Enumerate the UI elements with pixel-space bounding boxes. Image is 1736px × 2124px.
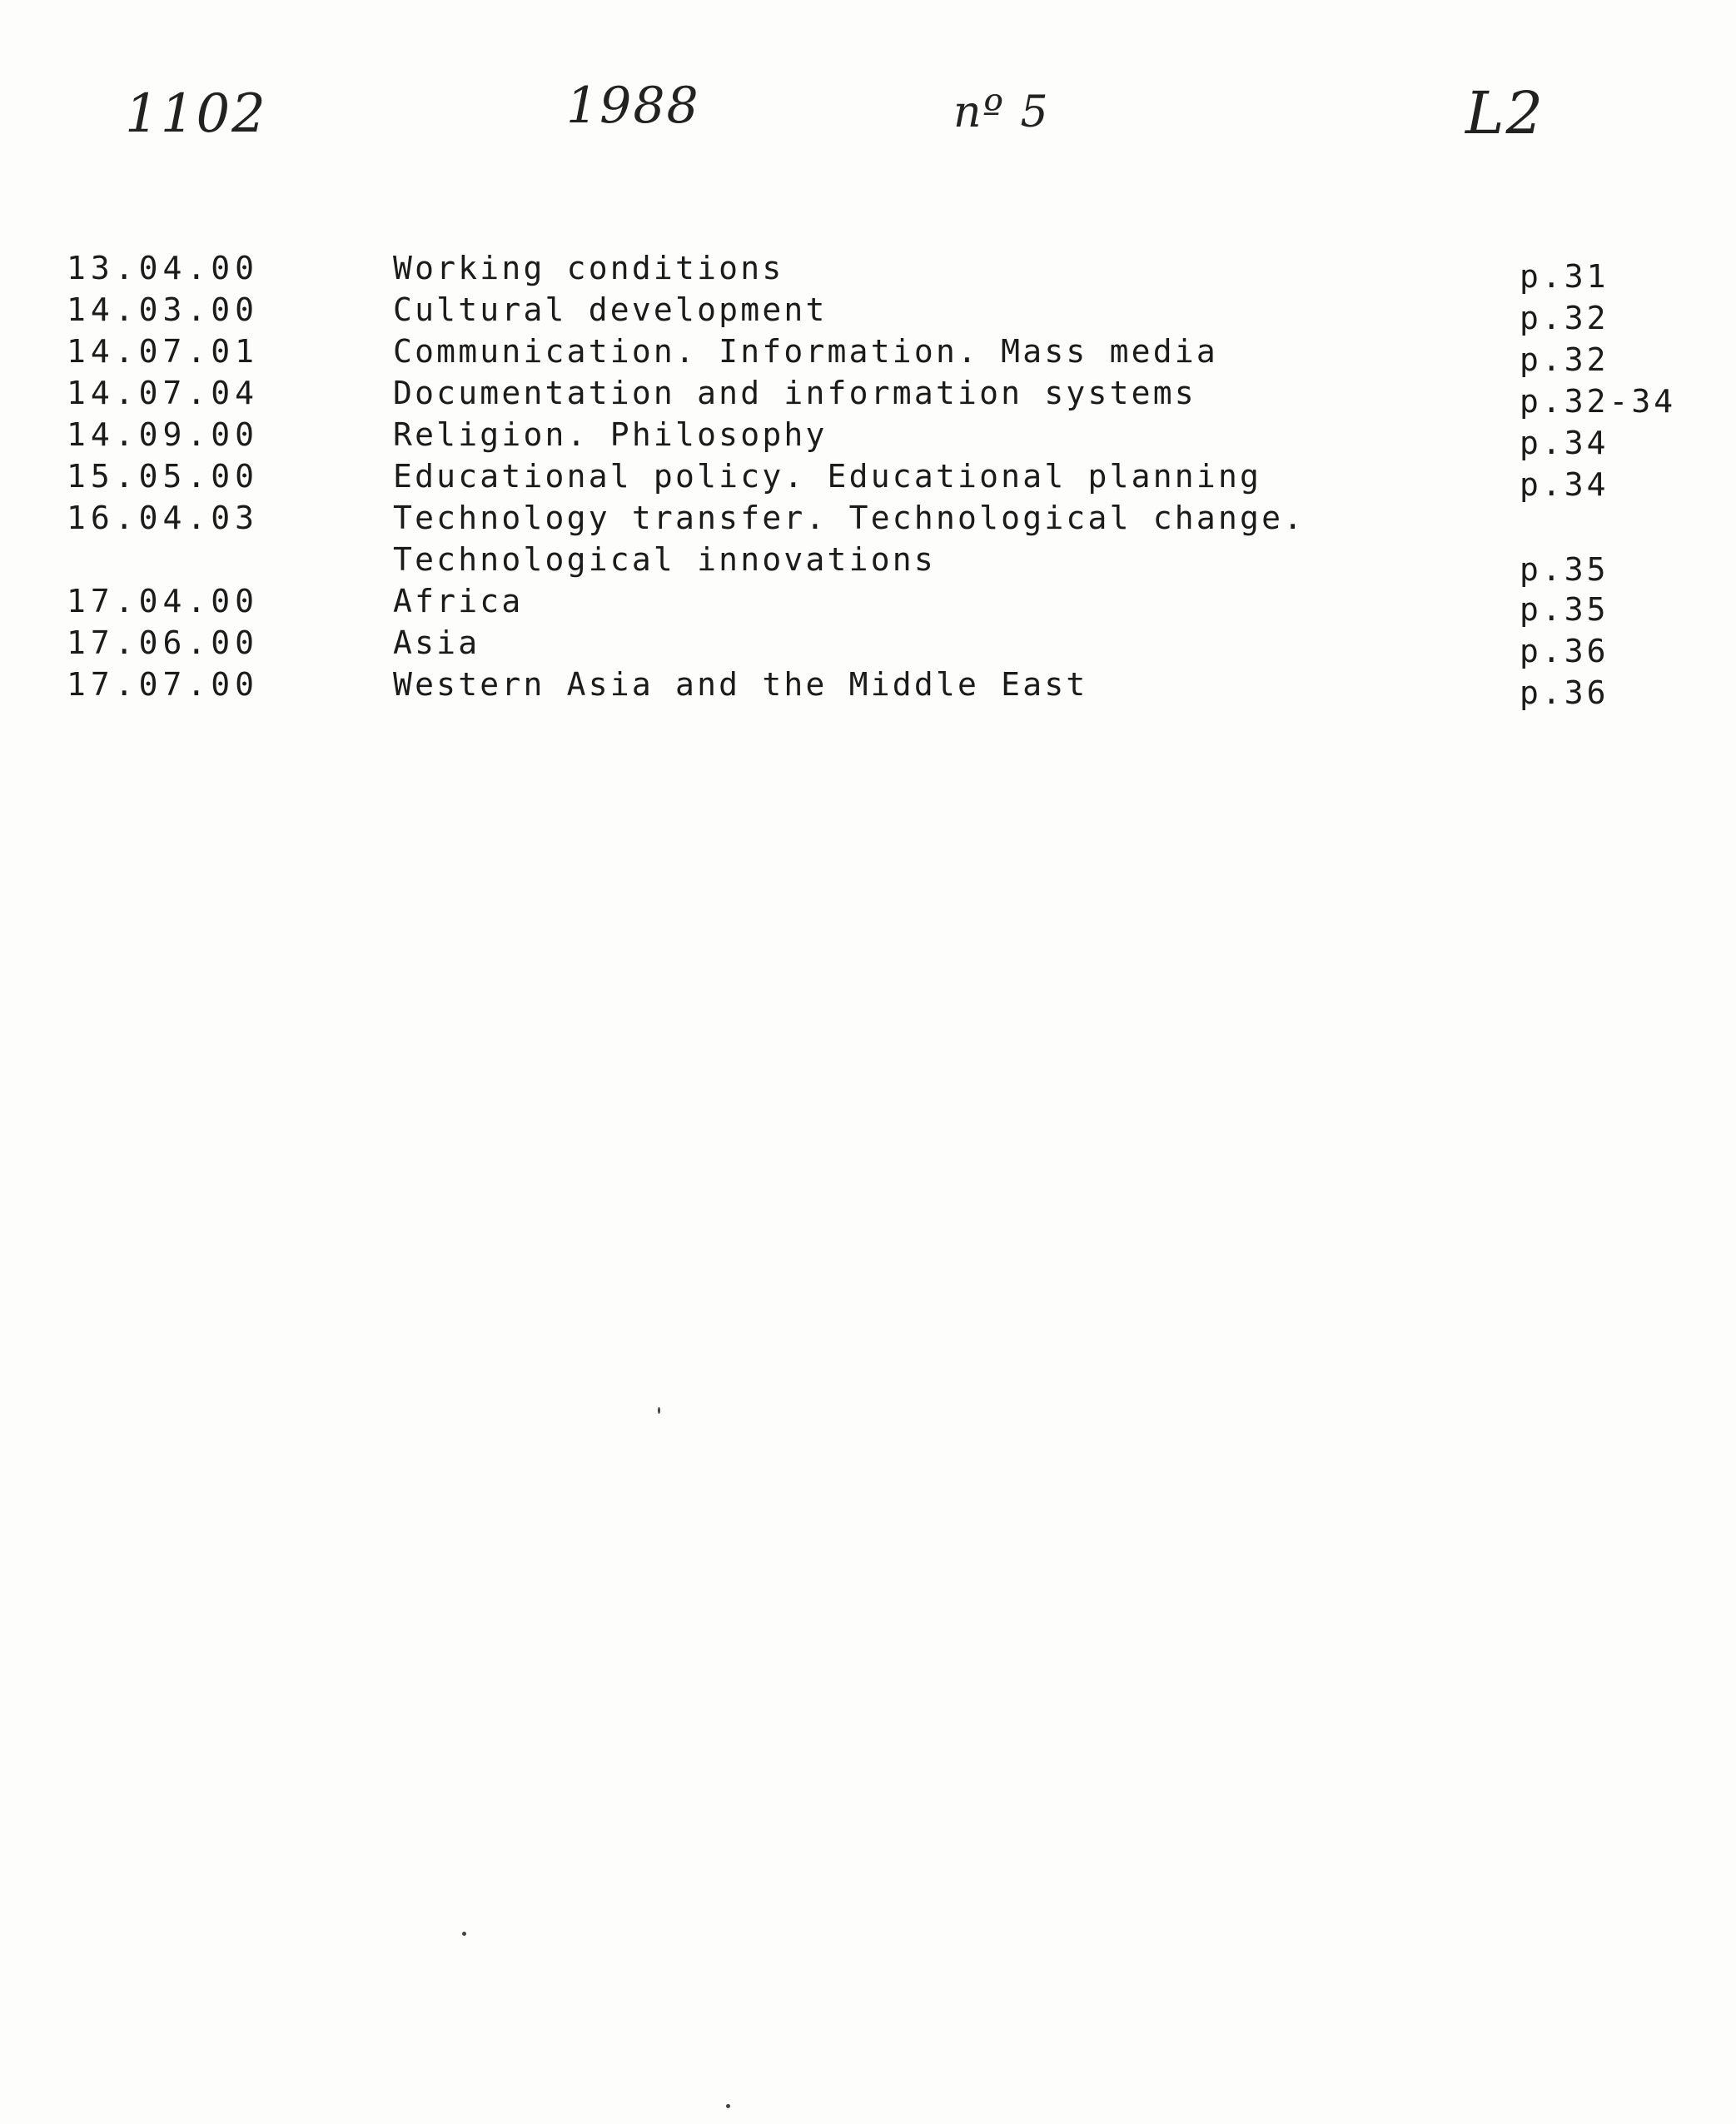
index-entry <box>0 666 1736 711</box>
entry-code: 17.07.00 <box>67 666 260 703</box>
entry-code: 15.05.00 <box>67 458 260 495</box>
entry-title: Religion. Philosophy <box>393 416 828 453</box>
entry-code: 17.06.00 <box>67 624 260 661</box>
index-entry <box>0 375 1736 420</box>
scan-speck <box>462 1932 466 1936</box>
entry-page: p.35 <box>1520 551 1609 588</box>
entry-code: 16.04.03 <box>67 500 260 536</box>
entry-code: 14.09.00 <box>67 416 260 453</box>
handwritten-issue: nº 5 <box>953 87 1050 137</box>
handwritten-code: L2 <box>1465 79 1545 147</box>
entry-title: Documentation and information systems <box>393 375 1196 411</box>
entry-title: Western Asia and the Middle East <box>393 666 1088 703</box>
entry-page: p.34 <box>1520 425 1609 461</box>
scan-speck <box>658 1407 660 1414</box>
entry-page: p.34 <box>1520 466 1609 503</box>
index-entry <box>0 250 1736 295</box>
entry-title: Africa <box>393 583 524 619</box>
entry-code: 14.07.01 <box>67 333 260 370</box>
entry-title: Working conditions <box>393 250 784 286</box>
entry-page: p.36 <box>1520 674 1609 711</box>
entry-page: p.32-34 <box>1520 383 1677 420</box>
entry-code: 14.03.00 <box>67 291 260 328</box>
index-entry <box>0 458 1736 503</box>
entry-code: 14.07.04 <box>67 375 260 411</box>
entry-code: 13.04.00 <box>67 250 260 286</box>
index-entry <box>0 583 1736 628</box>
index-entry <box>0 500 1736 588</box>
entry-page: p.32 <box>1520 341 1609 378</box>
entry-title: Communication. Information. Mass media <box>393 333 1218 370</box>
entry-page: p.36 <box>1520 633 1609 669</box>
scan-speck <box>726 2104 730 2108</box>
entry-code: 17.04.00 <box>67 583 260 619</box>
entry-title: Cultural development <box>393 291 828 328</box>
entry-title-continued: Technological innovations <box>393 541 936 578</box>
index-entry <box>0 333 1736 378</box>
entry-page: p.31 <box>1520 258 1609 295</box>
entry-page: p.35 <box>1520 591 1609 628</box>
subject-index <box>0 250 1736 711</box>
index-entry <box>0 416 1736 461</box>
entry-title: Asia <box>393 624 480 661</box>
entry-title: Educational policy. Educational planning <box>393 458 1262 495</box>
entry-page: p.32 <box>1520 300 1609 336</box>
index-entry <box>0 291 1736 336</box>
entry-title: Technology transfer. Technological change. <box>393 500 1306 536</box>
handwritten-year: 1988 <box>566 77 700 135</box>
handwritten-number: 1102 <box>125 83 267 145</box>
index-entry <box>0 624 1736 669</box>
